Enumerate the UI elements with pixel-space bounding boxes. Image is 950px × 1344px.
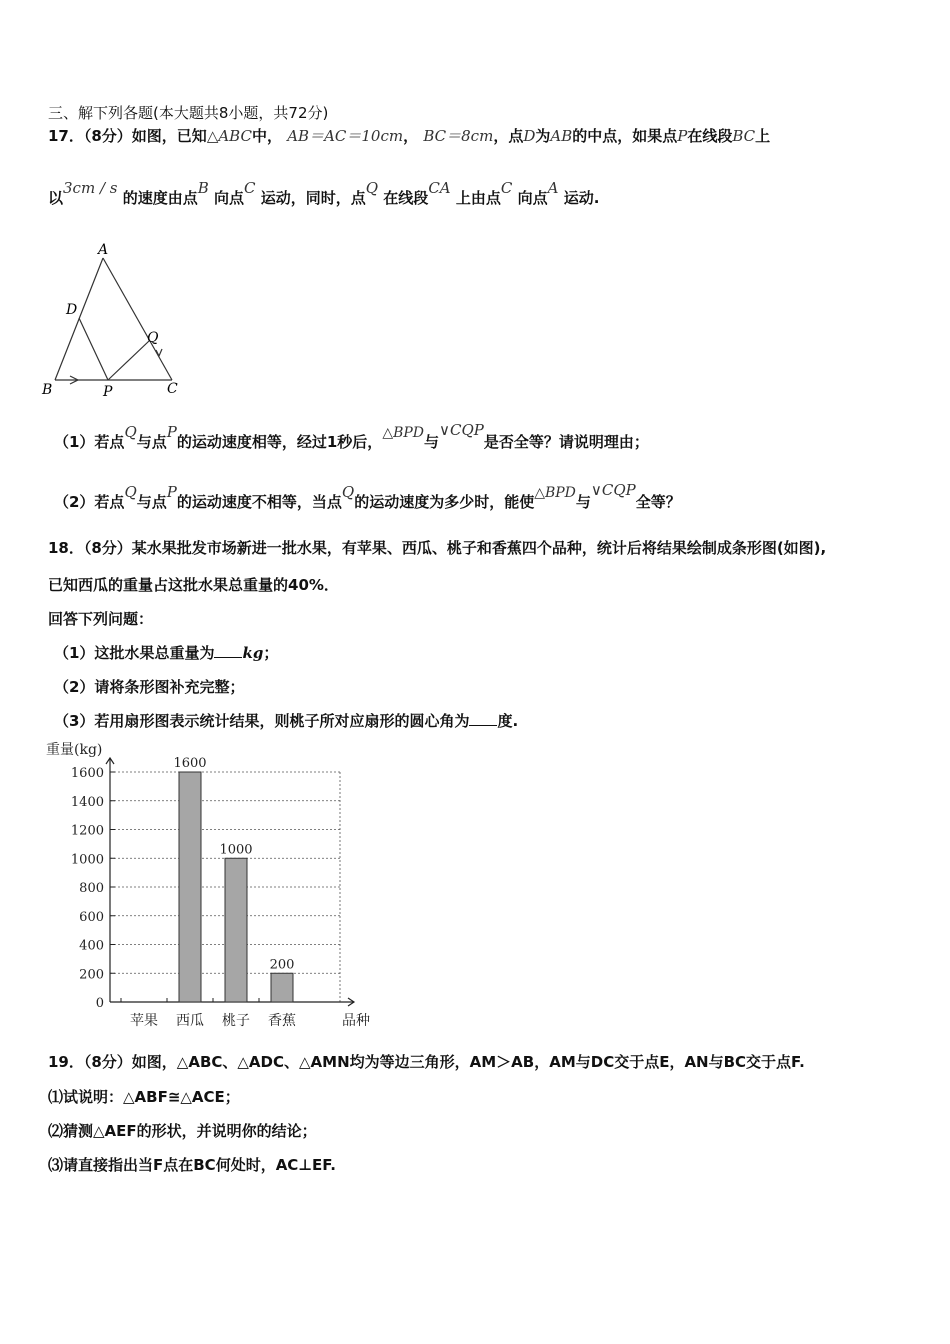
x-tick-label: 桃子 bbox=[222, 1013, 250, 1029]
q19-stem: 19．（8分）如图，△ABC、△ADC、△AMN均为等边三角形，AM＞AB，AM与DC交于点E，AN与BC交于点F. bbox=[48, 1053, 805, 1071]
bar-2 bbox=[179, 772, 201, 1002]
y-tick-label: 400 bbox=[79, 938, 104, 954]
y-axis-label: 重量(kg) bbox=[46, 742, 103, 758]
x-tick-label: 西瓜 bbox=[176, 1013, 204, 1029]
q18-stem-line3: 回答下列问题： bbox=[48, 610, 154, 628]
y-tick-label: 1000 bbox=[70, 852, 104, 868]
answer-blank-1 bbox=[214, 643, 242, 658]
bar-value-label: 200 bbox=[269, 957, 295, 973]
y-tick-label: 1600 bbox=[70, 766, 104, 781]
y-tick-label: 200 bbox=[79, 967, 104, 983]
y-tick-label: 1200 bbox=[70, 823, 104, 839]
side-ac bbox=[103, 258, 172, 380]
q19-sub1: ⑴试说明：△ABF≅△ACE； bbox=[48, 1088, 240, 1106]
label-q: Q bbox=[147, 330, 159, 346]
q18-sub1: （1）这批水果总重量为 kg； bbox=[54, 644, 279, 662]
label-d: D bbox=[66, 302, 78, 318]
q17-sub2: （2）若点Q与点P的运动速度不相等，当点Q的运动速度为多少时，能使△BPD与∨CQP全等？ bbox=[54, 481, 681, 511]
y-tick-label: 600 bbox=[79, 909, 104, 925]
label-c: C bbox=[167, 381, 178, 397]
fruit-weight-bar-chart bbox=[40, 736, 400, 1036]
label-p: P bbox=[103, 384, 113, 400]
y-tick-label: 0 bbox=[95, 996, 104, 1011]
label-b: B bbox=[42, 382, 53, 398]
x-tick-label: 香蕉 bbox=[268, 1013, 296, 1029]
x-axis-label: 品种 bbox=[342, 1013, 370, 1029]
q19-sub2: ⑵猜测△AEF的形状，并说明你的结论； bbox=[48, 1122, 317, 1140]
bar-value-label: 1000 bbox=[219, 842, 253, 858]
section-header: 三、解下列各题(本大题共8小题，共72分) bbox=[48, 104, 329, 122]
label-a: A bbox=[98, 242, 109, 258]
segment-dp bbox=[79, 318, 108, 380]
bar-value-label: 1600 bbox=[173, 756, 207, 771]
q17-stem-line2: 以3cm / s 的速度由点B 向点C 运动，同时，点Q 在线段CA 上由点C 向点A 运动. bbox=[48, 179, 600, 207]
segment-pq bbox=[108, 341, 149, 380]
q18-sub3: （3）若用扇形图表示统计结果，则桃子所对应扇形的圆心角为 度. bbox=[54, 712, 519, 730]
q18-stem-line2: 已知西瓜的重量占这批水果总重量的40%． bbox=[48, 576, 339, 594]
answer-blank-2 bbox=[469, 711, 497, 726]
arrow-cq-icon bbox=[156, 349, 162, 356]
q17-triangle-figure bbox=[40, 238, 190, 403]
q17-sub1: （1）若点Q与点P的运动速度相等，经过1秒后，△BPD与∨CQP是否全等？请说明理由； bbox=[54, 421, 649, 451]
q18-sub2: （2）请将条形图补充完整； bbox=[54, 678, 245, 696]
bar-3 bbox=[225, 858, 247, 1002]
y-tick-label: 1400 bbox=[70, 794, 104, 810]
q17-stem-line1: 17．（8分）如图，已知△ABC中， AB＝AC＝10cm， BC＝8cm，点D为AB的中点，如果点P在线段BC上 bbox=[48, 127, 771, 145]
q18-stem-line1: 18．（8分）某水果批发市场新进一批水果，有苹果、西瓜、桃子和香蕉四个品种，统计后将结果绘制成条形图(如图), bbox=[48, 539, 827, 557]
x-tick-label: 苹果 bbox=[130, 1013, 158, 1029]
y-tick-label: 800 bbox=[79, 881, 104, 896]
bar-4 bbox=[271, 973, 293, 1002]
q19-sub3: ⑶请直接指出当F点在BC何处时，AC⊥EF. bbox=[48, 1156, 337, 1174]
